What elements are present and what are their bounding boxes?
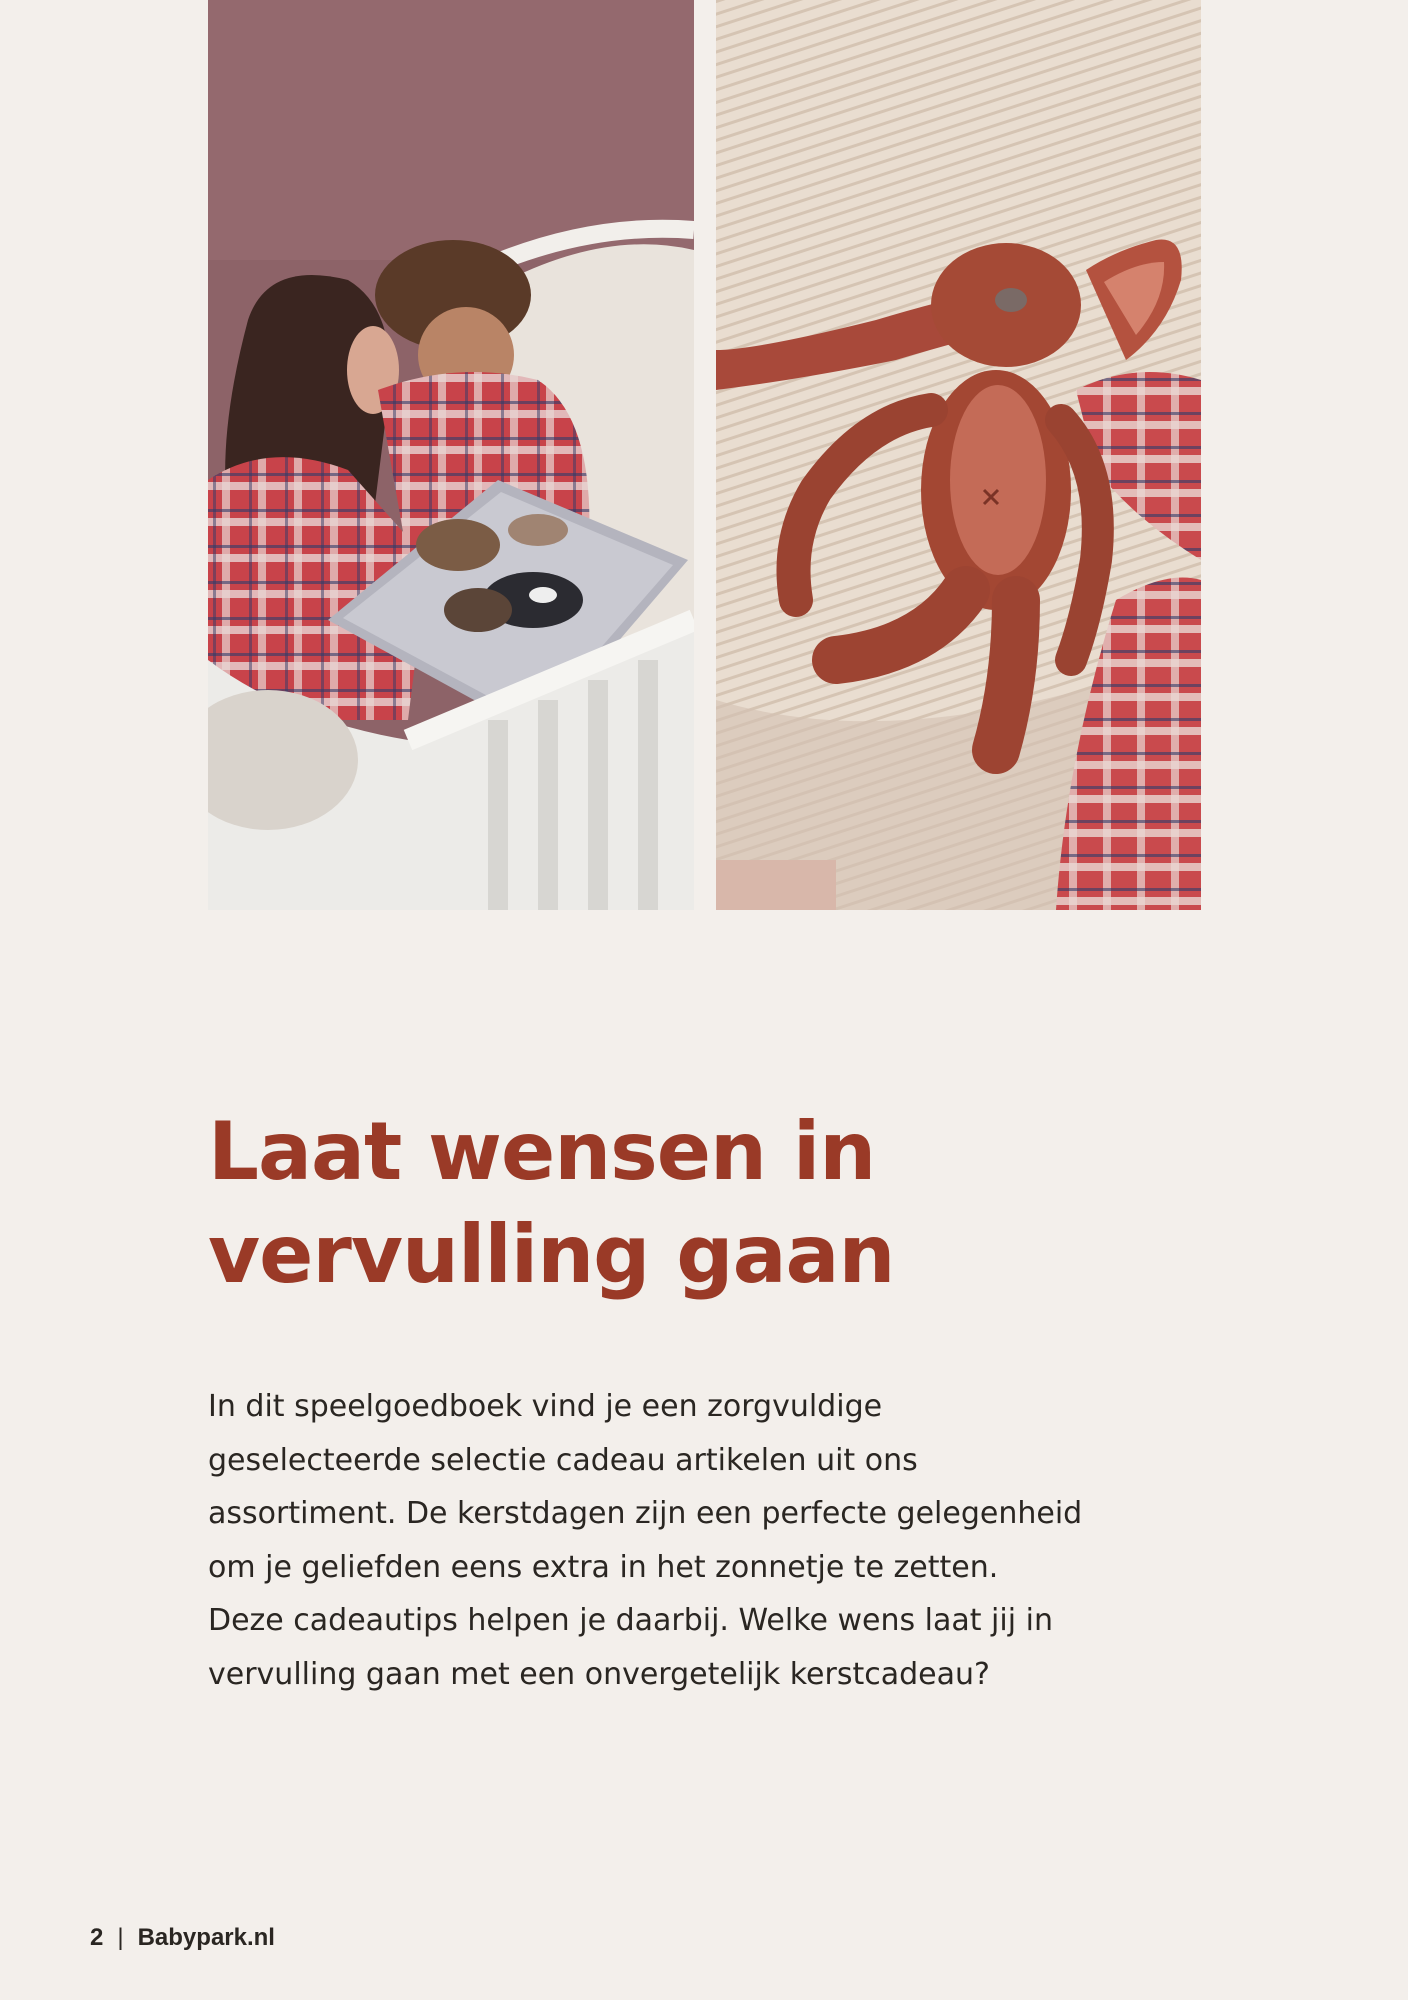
page-footer: [90, 1924, 275, 1952]
intro-line-5: Deze cadeautips helpen je daarbij. Welke wens laat jij in: [208, 1603, 1053, 1638]
page-headline: [208, 1100, 894, 1306]
intro-paragraph: [208, 1380, 1208, 1701]
page-number: 2: [90, 1924, 104, 1951]
photo-children-reading: [208, 0, 694, 910]
intro-line-4: om je geliefden eens extra in het zonnetje te zetten.: [208, 1549, 999, 1585]
headline-line-1: Laat wensen in: [208, 1105, 876, 1198]
intro-line-3: assortiment. De kerstdagen zijn een perfecte gelegenheid: [208, 1496, 1083, 1531]
intro-line-6: vervulling gaan met een onvergetelijk kerstcadeau?: [208, 1656, 990, 1692]
footer-separator: |: [117, 1924, 124, 1951]
photo-children-reading-illustration: [208, 0, 694, 910]
intro-line-2: geselecteerde selectie cadeau artikelen uit ons: [208, 1442, 918, 1478]
photo-plush-bunny: [716, 0, 1201, 910]
headline-line-2: vervulling gaan: [208, 1208, 895, 1301]
footer-site-name: Babypark.nl: [137, 1924, 275, 1951]
intro-line-1: In dit speelgoedboek vind je een zorgvuldige: [208, 1389, 883, 1424]
photo-plush-bunny-illustration: [716, 0, 1201, 910]
